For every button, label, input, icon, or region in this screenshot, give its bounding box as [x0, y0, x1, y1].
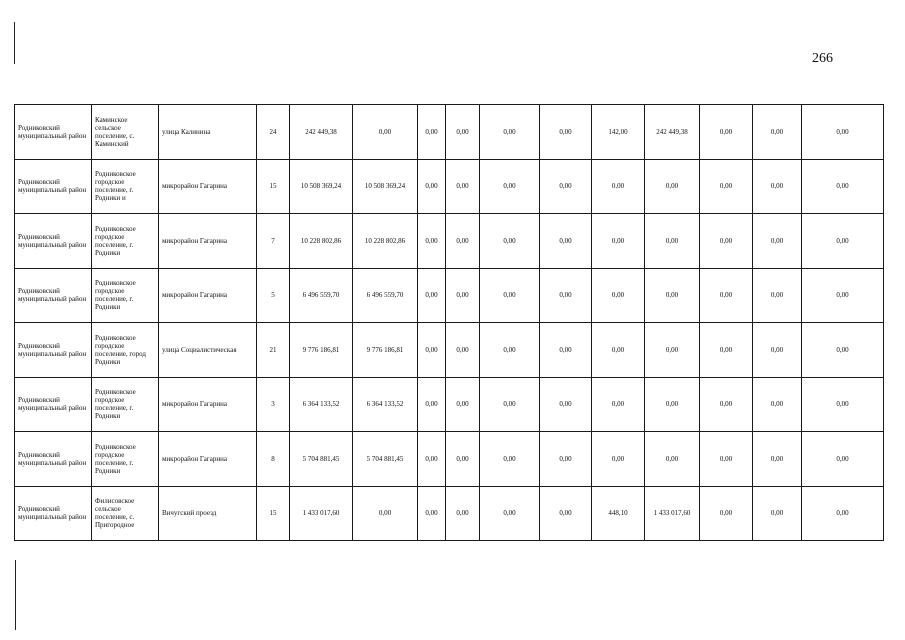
house-number-cell: 8 — [257, 432, 290, 487]
table-row — [15, 323, 884, 378]
value-cell: 0,00 — [480, 105, 540, 160]
district-cell: Родниковский муниципальный район — [15, 159, 92, 214]
value-cell: 9 776 186,81 — [353, 323, 418, 378]
value-cell: 0,00 — [802, 377, 884, 432]
table-row — [15, 268, 884, 323]
settlement-cell: Родниковское городское поселение, г. Родники — [92, 432, 159, 487]
settlement-cell: Родниковское городское поселение, г. Родники и — [92, 159, 159, 214]
value-cell: 0,00 — [446, 377, 480, 432]
value-cell: 0,00 — [446, 105, 480, 160]
value-cell: 0,00 — [540, 159, 592, 214]
table-row — [15, 159, 884, 214]
settlement-cell: Каминское сельское поселение, с. Каминский — [92, 105, 159, 160]
value-cell: 0,00 — [700, 105, 753, 160]
value-cell: 0,00 — [645, 159, 700, 214]
value-cell: 0,00 — [540, 214, 592, 269]
value-cell: 0,00 — [480, 432, 540, 487]
value-cell: 6 364 133,52 — [290, 377, 353, 432]
street-cell: микрорайон Гагарина — [159, 432, 257, 487]
scan-mark — [14, 22, 15, 64]
value-cell: 0,00 — [802, 486, 884, 541]
value-cell: 0,00 — [645, 323, 700, 378]
value-cell: 9 776 186,81 — [290, 323, 353, 378]
street-cell: микрорайон Гагарина — [159, 268, 257, 323]
value-cell: 0,00 — [592, 323, 645, 378]
value-cell: 0,00 — [802, 432, 884, 487]
value-cell: 0,00 — [418, 214, 446, 269]
street-cell: улица Калинина — [159, 105, 257, 160]
value-cell: 0,00 — [353, 105, 418, 160]
value-cell: 0,00 — [592, 268, 645, 323]
value-cell: 0,00 — [753, 323, 802, 378]
value-cell: 0,00 — [418, 159, 446, 214]
house-number-cell: 5 — [257, 268, 290, 323]
settlement-cell: Родниковское городское поселение, г. Родники — [92, 214, 159, 269]
value-cell: 0,00 — [802, 214, 884, 269]
value-cell: 0,00 — [645, 214, 700, 269]
value-cell: 0,00 — [753, 159, 802, 214]
value-cell: 0,00 — [480, 214, 540, 269]
value-cell: 0,00 — [700, 159, 753, 214]
street-cell: микрорайон Гагарина — [159, 214, 257, 269]
value-cell: 0,00 — [353, 486, 418, 541]
value-cell: 0,00 — [446, 268, 480, 323]
value-cell: 0,00 — [802, 105, 884, 160]
value-cell: 242 449,38 — [290, 105, 353, 160]
value-cell: 6 496 559,70 — [353, 268, 418, 323]
value-cell: 0,00 — [802, 159, 884, 214]
value-cell: 0,00 — [446, 486, 480, 541]
value-cell: 0,00 — [418, 432, 446, 487]
table-row — [15, 486, 884, 541]
value-cell: 0,00 — [540, 268, 592, 323]
house-number-cell: 15 — [257, 159, 290, 214]
value-cell: 10 508 369,24 — [353, 159, 418, 214]
settlement-cell: Родниковское городское поселение, г. Родники — [92, 377, 159, 432]
housing-registry-table — [14, 104, 884, 541]
district-cell: Родниковский муниципальный район — [15, 105, 92, 160]
value-cell: 0,00 — [480, 377, 540, 432]
value-cell: 0,00 — [802, 268, 884, 323]
value-cell: 0,00 — [592, 214, 645, 269]
value-cell: 0,00 — [802, 323, 884, 378]
value-cell: 0,00 — [700, 432, 753, 487]
district-cell: Родниковский муниципальный район — [15, 214, 92, 269]
value-cell: 0,00 — [540, 377, 592, 432]
street-cell: Вичугский проезд — [159, 486, 257, 541]
value-cell: 10 508 369,24 — [290, 159, 353, 214]
value-cell: 0,00 — [418, 268, 446, 323]
value-cell: 0,00 — [480, 268, 540, 323]
value-cell: 1 433 017,60 — [645, 486, 700, 541]
scan-mark — [15, 560, 16, 630]
value-cell: 0,00 — [446, 432, 480, 487]
district-cell: Родниковский муниципальный район — [15, 323, 92, 378]
value-cell: 0,00 — [480, 486, 540, 541]
value-cell: 0,00 — [540, 432, 592, 487]
value-cell: 0,00 — [645, 377, 700, 432]
value-cell: 10 228 802,86 — [290, 214, 353, 269]
value-cell: 0,00 — [753, 486, 802, 541]
street-cell: микрорайон Гагарина — [159, 159, 257, 214]
value-cell: 10 228 802,86 — [353, 214, 418, 269]
value-cell: 0,00 — [418, 377, 446, 432]
value-cell: 0,00 — [700, 323, 753, 378]
value-cell: 0,00 — [418, 323, 446, 378]
value-cell: 0,00 — [700, 377, 753, 432]
value-cell: 6 364 133,52 — [353, 377, 418, 432]
value-cell: 0,00 — [753, 268, 802, 323]
page-number: 266 — [812, 51, 833, 66]
value-cell: 0,00 — [753, 377, 802, 432]
value-cell: 142,00 — [592, 105, 645, 160]
value-cell: 448,10 — [592, 486, 645, 541]
house-number-cell: 7 — [257, 214, 290, 269]
value-cell: 0,00 — [700, 214, 753, 269]
table-row — [15, 432, 884, 487]
settlement-cell: Родниковское городское поселение, город Родники — [92, 323, 159, 378]
value-cell: 0,00 — [540, 323, 592, 378]
value-cell: 0,00 — [480, 323, 540, 378]
table-row — [15, 105, 884, 160]
value-cell: 0,00 — [700, 486, 753, 541]
value-cell: 0,00 — [418, 105, 446, 160]
value-cell: 0,00 — [592, 377, 645, 432]
house-number-cell: 3 — [257, 377, 290, 432]
value-cell: 5 704 881,45 — [290, 432, 353, 487]
value-cell: 0,00 — [480, 159, 540, 214]
table-row — [15, 377, 884, 432]
table-row — [15, 214, 884, 269]
value-cell: 0,00 — [753, 105, 802, 160]
value-cell: 0,00 — [592, 159, 645, 214]
district-cell: Родниковский муниципальный район — [15, 268, 92, 323]
street-cell: улица Социалистическая — [159, 323, 257, 378]
street-cell: микрорайон Гагарина — [159, 377, 257, 432]
house-number-cell: 15 — [257, 486, 290, 541]
value-cell: 0,00 — [645, 432, 700, 487]
value-cell: 0,00 — [645, 268, 700, 323]
value-cell: 0,00 — [700, 268, 753, 323]
district-cell: Родниковский муниципальный район — [15, 432, 92, 487]
value-cell: 6 496 559,70 — [290, 268, 353, 323]
value-cell: 5 704 881,45 — [353, 432, 418, 487]
value-cell: 0,00 — [540, 105, 592, 160]
district-cell: Родниковский муниципальный район — [15, 377, 92, 432]
value-cell: 0,00 — [592, 432, 645, 487]
value-cell: 242 449,38 — [645, 105, 700, 160]
settlement-cell: Родниковское городское поселение, г. Родники — [92, 268, 159, 323]
value-cell: 1 433 017,60 — [290, 486, 353, 541]
value-cell: 0,00 — [446, 159, 480, 214]
district-cell: Родниковский муниципальный район — [15, 486, 92, 541]
house-number-cell: 21 — [257, 323, 290, 378]
value-cell: 0,00 — [540, 486, 592, 541]
value-cell: 0,00 — [418, 486, 446, 541]
value-cell: 0,00 — [446, 214, 480, 269]
value-cell: 0,00 — [446, 323, 480, 378]
value-cell: 0,00 — [753, 214, 802, 269]
value-cell: 0,00 — [753, 432, 802, 487]
house-number-cell: 24 — [257, 105, 290, 160]
settlement-cell: Филисовское сельское поселение, с. Пригородное — [92, 486, 159, 541]
